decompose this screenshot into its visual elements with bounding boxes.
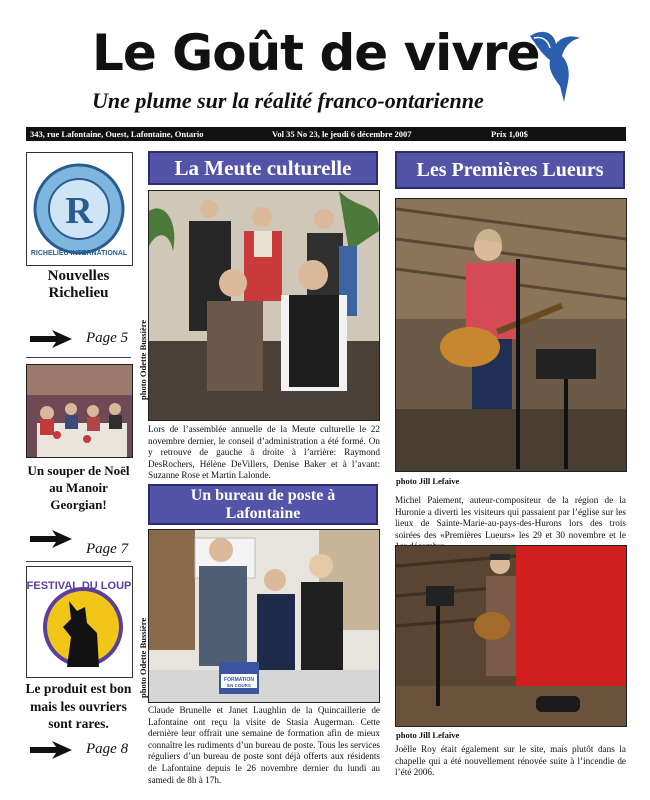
- lueurs-photo-musician: [395, 198, 627, 472]
- souper-photo: [26, 364, 133, 458]
- lueurs-heading: Les Premières Lueurs: [395, 151, 625, 189]
- svg-text:R: R: [65, 190, 93, 232]
- price-text: Prix 1,00$: [491, 129, 528, 139]
- souper-heading: Un souper de Noël au Manoir Georgian!: [27, 463, 130, 512]
- richelieu-logo: [26, 152, 133, 266]
- festival-du-loup-logo: [26, 566, 133, 678]
- produit-heading: Le produit est bon mais les ouvriers sont rares.: [25, 681, 132, 731]
- svg-text:FESTIVAL DU LOUP: FESTIVAL DU LOUP: [27, 580, 132, 592]
- address-text: 343, rue Lafontaine, Ouest, Lafontaine, Ontario: [30, 129, 204, 139]
- page-ref-produit[interactable]: Page 8: [86, 741, 129, 757]
- poste-caption: Claude Brunelle et Janet Laughlin de la Quincaillerie de Lafontaine ont reçu la visite de Stasia Augerman. Cette dernière leur offrait une semaine de formation afin de mieux connaître les rudiments d’un bureau de poste. Tous les services réguliers d’un bureau de poste sont déjà offerts aux résidents de Lafontaine depuis le 26 novembre dernier du lundi au samedi de 8h à 17h.: [148, 705, 380, 785]
- page-ref-richelieu[interactable]: Page 5: [86, 330, 129, 346]
- arrow-right-icon: [30, 330, 72, 348]
- svg-text:RICHELIEU INTERNATIONAL: RICHELIEU INTERNATIONAL: [30, 250, 128, 257]
- lueurs-caption-1: Michel Paiement, auteur-compositeur de la région de la Huronie a diverti les visiteurs qui passaient par l’église sur les lieux de Sainte-Marie-au-pays-des-Hurons lors des trois soirées des «Premières Lueurs» les 29 et 30 novembre et le: [395, 495, 626, 540]
- lueurs-photo-chapel: [395, 545, 627, 727]
- issue-info-bar: [26, 127, 626, 141]
- meute-photo: [148, 190, 380, 421]
- poste-heading: Un bureau de poste à Lafontaine: [148, 484, 378, 525]
- poste-photo: [148, 529, 380, 703]
- issue-text: Vol 35 No 23, le jeudi 6 décembre 2007: [272, 129, 412, 139]
- lueurs-credit-1: photo Jill Lefaive: [396, 476, 460, 486]
- richelieu-heading: Nouvelles Richelieu: [47, 268, 110, 301]
- poste-photo-credit: photo Odette Bussière: [138, 617, 148, 698]
- arrow-right-icon: [30, 530, 72, 548]
- meute-photo-credit: photo Odette Bussière: [138, 319, 148, 400]
- meute-caption: Lors de l’assemblée annuelle de la Meute culturelle le 22 novembre dernier, le conseil d’administration a été formé. On y retrouve de gauche à droite à l’arrière: Raymond DesRochers, Hélène DeVillers, Denise Baker et à l’avant: Suzanne Rose et Martin Lalonde.: [148, 424, 380, 481]
- meute-heading: La Meute culturelle: [148, 151, 378, 185]
- bird-logo-icon: [520, 26, 582, 106]
- divider: [26, 561, 131, 562]
- richelieu-emblem-icon: [27, 153, 132, 265]
- lueurs-credit-2: photo Jill Lefaive: [396, 730, 460, 740]
- newspaper-tagline: Une plume sur la réalité franco-ontarienne: [92, 88, 484, 113]
- newspaper-title: Le Goût de vivre: [92, 24, 540, 82]
- svg-text:FORMATION: FORMATION: [224, 677, 254, 683]
- svg-text:EN COURS: EN COURS: [227, 683, 251, 688]
- page-ref-souper[interactable]: Page 7: [86, 541, 129, 557]
- arrow-right-icon: [30, 741, 72, 759]
- lueurs-caption-2: Joëlle Roy était également sur le site, mais plutôt dans la chapelle qui a été nouvellement rénovée suite à l’incendie de l’été 2006.: [395, 744, 626, 778]
- divider: [26, 357, 131, 358]
